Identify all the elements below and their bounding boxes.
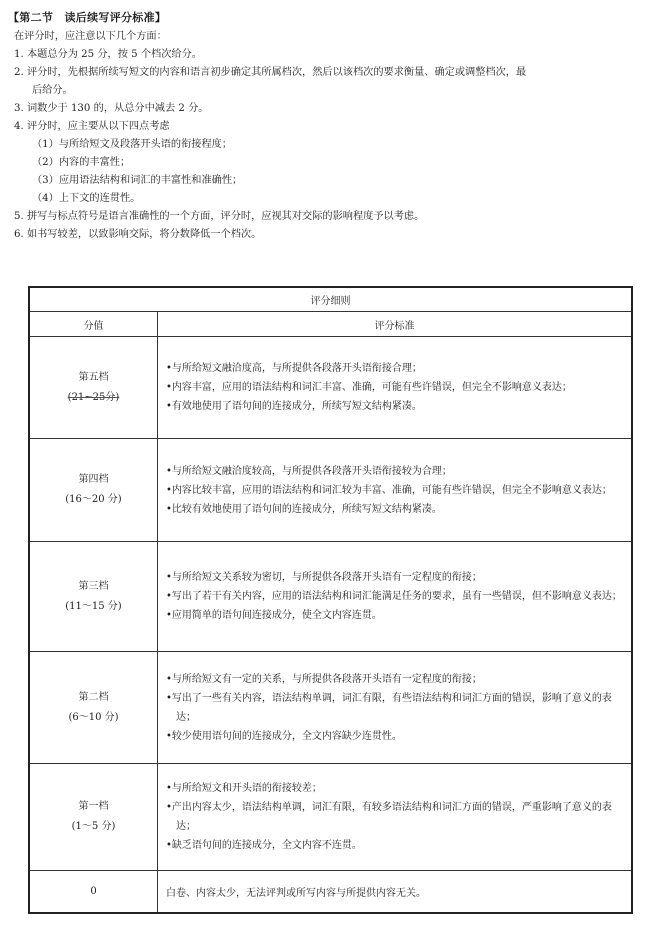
criteria-item: •写出了一些有关内容，语法结构单调，词汇有限，有些语法结构和词汇方面的错误，影响了意义的表达； bbox=[166, 692, 612, 723]
criteria-item: •与所给短文和开头语的衔接较差； bbox=[166, 783, 322, 794]
intro-line: （3）应用语法结构和词汇的丰富性和准确性； bbox=[32, 175, 243, 186]
criteria-item: •内容丰富，应用的语法结构和词汇丰富、准确，可能有些许错误，但完全不影响意义表达； bbox=[166, 382, 572, 393]
level-cell bbox=[30, 337, 158, 438]
table-row bbox=[30, 871, 631, 912]
criteria-item: •应用简单的语句间连接成分，使全文内容连贯。 bbox=[166, 610, 382, 621]
intro-line: （2）内容的丰富性； bbox=[32, 157, 131, 168]
intro-line: 2. 评分时，先根据所续写短文的内容和语言初步确定其所属档次，然后以该档次的要求衡量、确定或调整档次，最 bbox=[14, 67, 527, 78]
criteria-item: •比较有效地使用了语句间的连接成分，所续写短文结构紧凑。 bbox=[166, 503, 442, 515]
intro-line: 5. 拼写与标点符号是语言准确性的一个方面，评分时，应视其对交际的影响程度予以考虑。 bbox=[14, 211, 425, 222]
header-score: 分值 bbox=[30, 312, 158, 336]
criteria-item: •产出内容太少，语法结构单调，词汇有限，有较多语法结构和词汇方面的错误，严重影响了意义的表达； bbox=[166, 802, 612, 832]
level-name: 第一档 bbox=[78, 801, 109, 812]
intro-line: （4）上下文的连贯性。 bbox=[32, 193, 141, 204]
header-criteria: 评分标准 bbox=[374, 320, 415, 332]
criteria-cell bbox=[158, 652, 631, 763]
level-name: 第二档 bbox=[78, 691, 109, 703]
scoring-table bbox=[28, 286, 633, 914]
level-range: (16～20 分) bbox=[65, 494, 122, 505]
criteria-item: •与所给短文关系较为密切，与所提供各段落开头语有一定程度的衔接； bbox=[166, 572, 482, 583]
intro-line: 在评分时，应注意以下几个方面： bbox=[14, 31, 167, 42]
criteria-cell bbox=[158, 764, 631, 870]
intro-line: 后给分。 bbox=[32, 85, 73, 96]
criteria-item: •有效地使用了语句间的连接成分，所续写短文结构紧凑。 bbox=[166, 401, 422, 412]
section-title: 【第二节 读后续写评分标准】 bbox=[8, 11, 167, 24]
table-row bbox=[30, 337, 631, 439]
level-range: (11～15 分) bbox=[65, 600, 122, 612]
table-row bbox=[30, 439, 631, 542]
criteria-item: •与所给短文融洽度高，与所提供各段落开头语衔接合理； bbox=[166, 363, 422, 374]
intro-line: （1）与所给短文及段落开头语的衔接程度； bbox=[32, 139, 233, 150]
table-row bbox=[30, 652, 631, 764]
criteria-item: •写出了若干有关内容，应用的语法结构和词汇能满足任务的要求，虽有一些错误，但不影响意义表达； bbox=[166, 591, 622, 602]
table-row bbox=[30, 542, 631, 652]
level-range: (6～10 分) bbox=[68, 711, 119, 723]
intro-line: 3. 词数少于 130 的，从总分中减去 2 分。 bbox=[14, 103, 209, 114]
intro-line: 1. 本题总分为 25 分，按 5 个档次给分。 bbox=[14, 49, 202, 60]
criteria-cell bbox=[158, 439, 631, 541]
level-cell bbox=[30, 542, 158, 651]
level-name: 第三档 bbox=[78, 580, 109, 592]
criteria-item: •与所给短文有一定的关系，与所提供各段落开头语有一定程度的衔接； bbox=[166, 673, 482, 685]
level-name: 第五档 bbox=[78, 371, 109, 383]
table-header-row bbox=[30, 312, 631, 337]
criteria-cell bbox=[158, 542, 631, 651]
criteria-cell bbox=[158, 337, 631, 438]
level-cell bbox=[30, 652, 158, 763]
level-range: (1～5 分) bbox=[71, 821, 116, 832]
criteria-item: •内容比较丰富，应用的语法结构和词汇较为丰富、准确，可能有些许错误，但完全不影响意义表达； bbox=[166, 484, 612, 496]
table-row bbox=[30, 764, 631, 871]
intro-list bbox=[14, 28, 644, 244]
criteria-item: •缺乏语句间的连接成分，全文内容不连贯。 bbox=[166, 840, 362, 851]
intro-line: 4. 评分时，应主要从以下四点考虑 bbox=[14, 121, 170, 132]
level-name: 第四档 bbox=[78, 474, 109, 485]
zero-criteria: 白卷、内容太少，无法评判或所写内容与所提供内容无关。 bbox=[166, 888, 426, 899]
criteria-item: •与所给短文融洽度较高，与所提供各段落开头语衔接较为合理； bbox=[166, 465, 452, 477]
table-title: 评分细则 bbox=[310, 296, 351, 307]
level-cell bbox=[30, 764, 158, 870]
level-range: (21~25分) bbox=[67, 391, 120, 403]
table-title-row bbox=[30, 288, 631, 312]
intro-line: 6. 如书写较差，以致影响交际，将分数降低一个档次。 bbox=[14, 229, 262, 240]
level-cell bbox=[30, 439, 158, 541]
zero-score: 0 bbox=[30, 871, 158, 912]
criteria-item: •较少使用语句间的连接成分，全文内容缺少连贯性。 bbox=[166, 730, 402, 742]
